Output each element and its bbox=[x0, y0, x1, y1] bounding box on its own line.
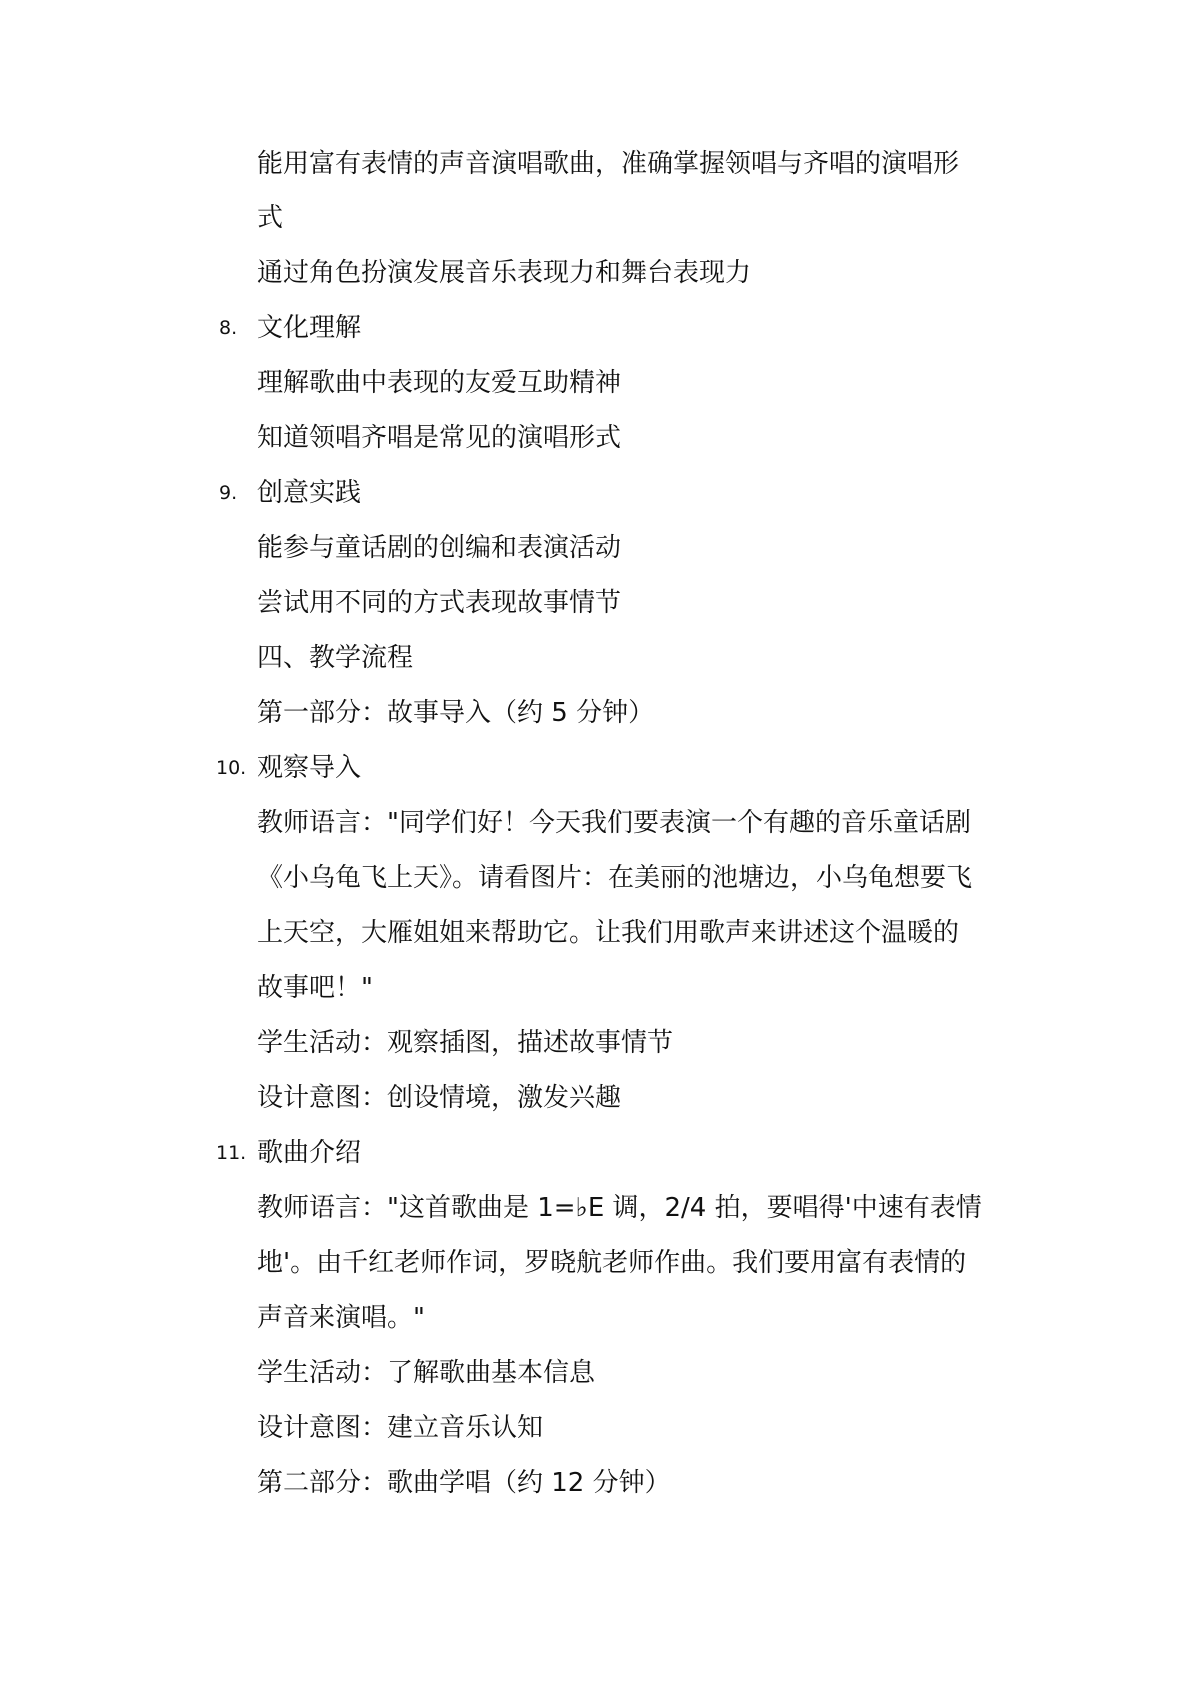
text-line: 教师语言："同学们好！今天我们要表演一个有趣的音乐童话剧 bbox=[257, 808, 971, 838]
text-line: 设计意图：创设情境，激发兴趣 bbox=[257, 1083, 622, 1113]
list-item-number: 10. bbox=[216, 757, 247, 779]
text-line: 地'。由千红老师作词，罗晓航老师作曲。我们要用富有表情的 bbox=[257, 1248, 967, 1278]
text-line: 能用富有表情的声音演唱歌曲，准确掌握领唱与齐唱的演唱形 bbox=[257, 149, 960, 179]
text-line: 理解歌曲中表现的友爱互助精神 bbox=[257, 368, 622, 398]
text-line: 设计意图：建立音乐认知 bbox=[257, 1413, 544, 1443]
text-line: 通过角色扮演发展音乐表现力和舞台表现力 bbox=[257, 258, 752, 288]
list-item-number: 8. bbox=[219, 317, 238, 339]
text-line: 学生活动：了解歌曲基本信息 bbox=[257, 1358, 596, 1388]
section-heading: 四、教学流程 bbox=[257, 643, 414, 673]
part-heading: 第一部分：故事导入（约 5 分钟） bbox=[257, 698, 655, 728]
list-item-title: 创意实践 bbox=[257, 478, 362, 508]
list-item-title: 文化理解 bbox=[257, 313, 362, 343]
text-line: 声音来演唱。" bbox=[257, 1303, 425, 1333]
list-item-number: 11. bbox=[216, 1142, 247, 1164]
text-line: 尝试用不同的方式表现故事情节 bbox=[257, 588, 622, 618]
text-line: 故事吧！" bbox=[257, 973, 373, 1003]
text-line: 《小乌龟飞上天》。请看图片：在美丽的池塘边，小乌龟想要飞 bbox=[257, 863, 973, 893]
list-item-title: 观察导入 bbox=[257, 753, 362, 783]
text-line: 学生活动：观察插图，描述故事情节 bbox=[257, 1028, 674, 1058]
part-heading: 第二部分：歌曲学唱（约 12 分钟） bbox=[257, 1468, 671, 1498]
list-item-number: 9. bbox=[219, 482, 238, 504]
list-item-title: 歌曲介绍 bbox=[257, 1138, 362, 1168]
text-line: 式 bbox=[257, 203, 284, 233]
text-line: 教师语言："这首歌曲是 1=♭E 调，2/4 拍，要唱得'中速有表情 bbox=[257, 1193, 982, 1223]
text-line: 能参与童话剧的创编和表演活动 bbox=[257, 533, 622, 563]
text-line: 上天空，大雁姐姐来帮助它。让我们用歌声来讲述这个温暖的 bbox=[257, 918, 960, 948]
text-line: 知道领唱齐唱是常见的演唱形式 bbox=[257, 423, 622, 453]
